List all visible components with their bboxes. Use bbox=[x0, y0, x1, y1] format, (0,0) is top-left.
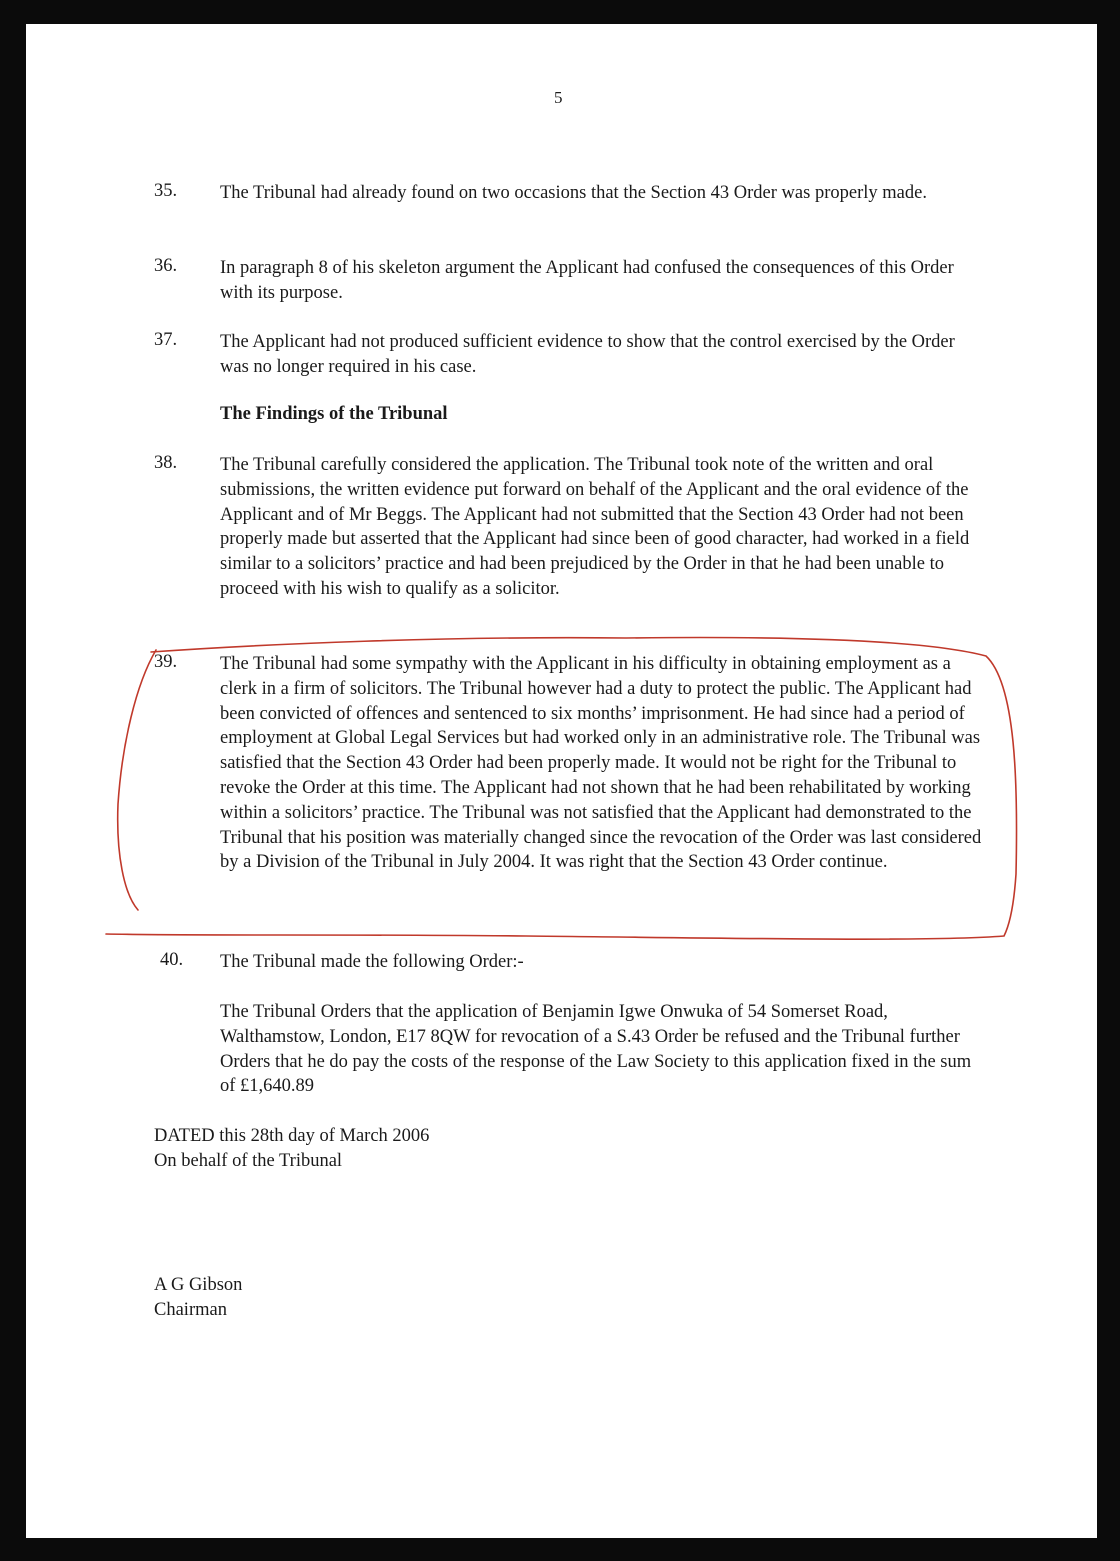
paragraph-37 bbox=[154, 330, 984, 380]
page-number: 5 bbox=[554, 88, 563, 107]
paragraph-36 bbox=[154, 256, 984, 306]
section-heading: The Findings of the Tribunal bbox=[220, 404, 448, 424]
paragraph-number: 39. bbox=[154, 652, 178, 672]
highlight-left-stroke bbox=[118, 650, 156, 910]
signature-block bbox=[154, 1273, 242, 1323]
paragraph-38 bbox=[154, 453, 984, 602]
signatory-name: A G Gibson bbox=[154, 1275, 243, 1295]
order-text: The Tribunal Orders that the application of Benjamin Igwe Onwuka of 54 Somerset Road, Walthamstow, London, E17 8QW for revocation of a S.43 Order be refused and the Tribunal further Orders that he do pay the costs of the response of the Law Society to this application fixed in the sum of £1,640.89 bbox=[220, 1002, 972, 1097]
paragraph-text: The Tribunal carefully considered the application. The Tribunal took note of the written and oral submissions, the written evidence put forward on behalf of the Applicant and the oral evidence of the Applicant and of Mr Beggs. The Applicant had not submitted that the Section 43 Order had not been properly made but asserted that the Applicant had since been of good character, had worked in a field similar to a solicitors’ practice and had been prejudiced by the Order in that he had been unable to proceed with his wish to qualify as a solicitor. bbox=[220, 455, 970, 599]
dated-block bbox=[154, 1124, 429, 1174]
paragraph-number: 40. bbox=[160, 950, 184, 970]
paragraph-39 bbox=[154, 652, 984, 875]
document-body bbox=[26, 24, 1097, 1538]
document-page bbox=[26, 24, 1097, 1538]
paragraph-text: The Applicant had not produced sufficient evidence to show that the control exercised by the Order was no longer required in his case. bbox=[220, 332, 955, 377]
paragraph-text: The Tribunal had some sympathy with the Applicant in his difficulty in obtaining employment as a clerk in a firm of solicitors. The Tribunal however had a duty to protect the public. The Applicant had been convicted of offences and sentenced to six months’ imprisonment. He had since had a period of employment at Global Legal Services but had worked only in an administrative role. The Tribunal was satisfied that the Section 43 Order had been properly made. It would not be right for the Tribunal to revoke the Order at this time. The Applicant had not shown that he had been rehabilitated by working within a solicitors’ practice. The Tribunal was not satisfied that the Applicant had demonstrated to the Tribunal that his position was materially changed since the revocation of the Order was last considered by a Division of the Tribunal in July 2004. It was right that the Section 43 Order continue. bbox=[220, 654, 982, 873]
paragraph-number: 37. bbox=[154, 330, 178, 350]
dated-line: DATED this 28th day of March 2006 bbox=[154, 1126, 430, 1146]
paragraph-text: In paragraph 8 of his skeleton argument the Applicant had confused the consequences of this Order with its purpose. bbox=[220, 258, 954, 303]
behalf-line: On behalf of the Tribunal bbox=[154, 1151, 343, 1171]
signatory-title: Chairman bbox=[154, 1300, 227, 1320]
paragraph-number: 35. bbox=[154, 181, 178, 201]
paragraph-number: 38. bbox=[154, 453, 178, 473]
paragraph-text: The Tribunal had already found on two occasions that the Section 43 Order was properly made. bbox=[220, 183, 927, 203]
paragraph-40 bbox=[160, 950, 990, 975]
paragraph-35 bbox=[154, 181, 984, 206]
paragraph-text: The Tribunal made the following Order:- bbox=[220, 952, 524, 972]
paragraph-number: 36. bbox=[154, 256, 178, 276]
